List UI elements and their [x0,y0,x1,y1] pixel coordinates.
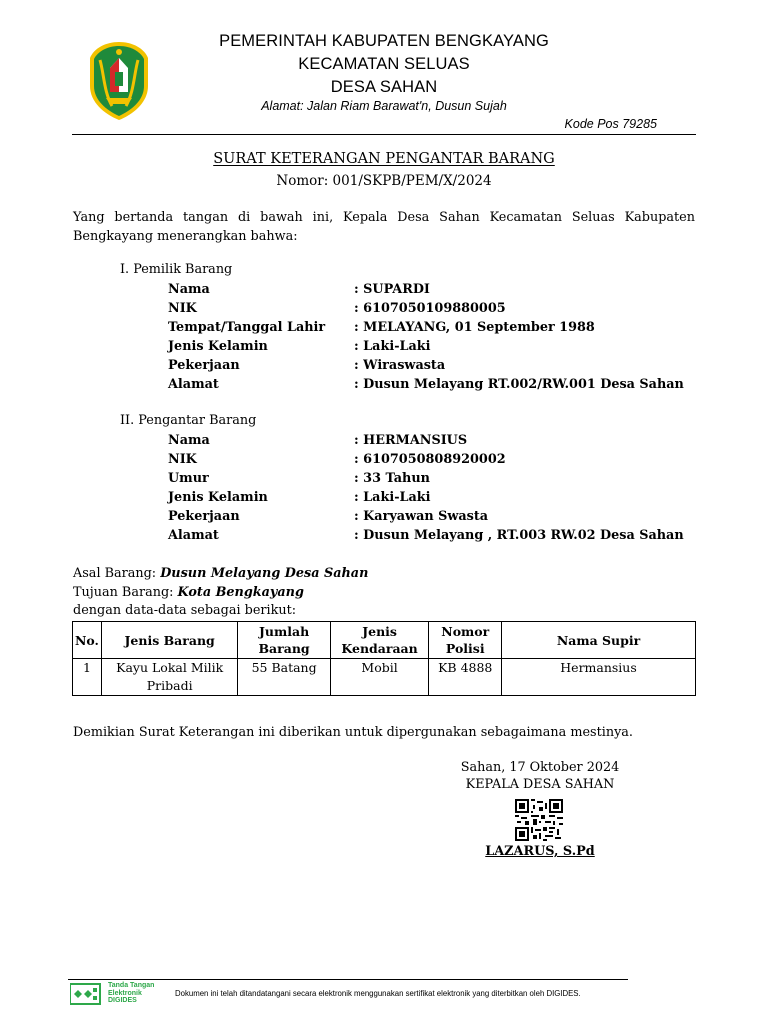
document-number: Nomor: 001/SKPB/PEM/X/2024 [276,173,492,189]
field-value: : Dusun Melayang RT.002/RW.001 Desa Sahan [354,377,684,392]
section-courier-heading: II. Pengantar Barang [120,413,257,428]
courier-row [168,431,467,450]
origin-line [73,566,368,581]
courier-row [168,488,431,507]
col-header: Jenis Barang [101,622,238,659]
letterhead-divider [72,134,696,135]
signature-place-date: Sahan, 17 Oktober 2024 [460,760,620,775]
origin-value: Dusun Melayang Desa Sahan [160,566,369,581]
courier-row [168,469,430,488]
field-label: Nama [168,433,210,448]
digides-brand [108,982,154,1005]
field-value: : Laki-Laki [354,339,431,354]
field-value: : Wiraswasta [354,358,446,373]
qr-code-icon [515,799,563,841]
field-label: Alamat [168,528,219,543]
data-intro: dengan data-data sebagai berikut: [73,603,297,618]
table-cell: Kayu Lokal Milik Pribadi [101,659,238,696]
document-title [0,151,768,167]
brand-line: Tanda Tangan [108,982,155,989]
courier-row [168,450,506,469]
owner-row [168,280,430,299]
owner-row [168,337,431,356]
table-cell: 1 [73,659,102,696]
kop-line-3: DESA SAHAN [330,78,438,96]
field-label: Umur [168,471,209,486]
closing-statement: Demikian Surat Keterangan ini diberikan untuk dipergunakan sebagaimana mestinya. [73,725,633,740]
field-value: : Dusun Melayang , RT.003 RW.02 Desa Sahan [354,528,684,543]
intro-paragraph: Yang bertanda tangan di bawah ini, Kepala Desa Sahan Kecamatan Seluas Kabupaten Bengkayang menerangkan bahwa: [73,210,695,244]
table-row [73,659,696,696]
table-cell: Hermansius [502,659,696,696]
field-label: Tempat/Tanggal Lahir [168,320,326,335]
field-value: : HERMANSIUS [354,433,468,448]
owner-row [168,356,445,375]
col-header: No. [73,622,102,659]
field-label: Alamat [168,377,219,392]
document-title-text: SURAT KETERANGAN PENGANTAR BARANG [213,151,555,167]
field-value: : Karyawan Swasta [354,509,489,524]
field-label: Jenis Kelamin [168,339,268,354]
postal-code: Kode Pos 79285 [564,117,657,131]
owner-row [168,375,684,394]
owner-row [168,318,595,337]
table-cell: Mobil [330,659,429,696]
field-label: Jenis Kelamin [168,490,268,505]
brand-line: DIGIDES [108,997,137,1004]
field-label: Pekerjaan [168,509,240,524]
destination-line [73,585,304,600]
table-cell: 55 Batang [238,659,330,696]
kop-address: Alamat: Jalan Riam Barawat'n, Dusun Sujah [261,99,507,113]
signatory-name [440,844,640,859]
digides-logo-icon [70,982,102,1006]
kop-line-2: KECAMATAN SELUAS [298,55,470,73]
field-value: : 6107050808920002 [354,452,506,467]
goods-table [72,621,696,696]
field-value: : SUPARDI [354,282,430,297]
field-label: Nama [168,282,210,297]
field-value: : MELAYANG, 01 September 1988 [354,320,595,335]
signature-position: KEPALA DESA SAHAN [465,777,615,792]
footer-divider [68,979,628,980]
origin-label: Asal Barang: [73,566,157,581]
field-label: NIK [168,301,197,316]
field-label: Pekerjaan [168,358,240,373]
owner-row [168,299,506,318]
field-value: : 6107050109880005 [354,301,506,316]
col-header: Jumlah Barang [238,622,330,659]
courier-row [168,526,684,545]
table-cell: KB 4888 [429,659,502,696]
col-header: Nomor Polisi [429,622,502,659]
destination-value: Kota Bengkayang [177,585,304,600]
brand-line: Elektronik [108,989,142,997]
destination-label: Tujuan Barang: [73,585,174,600]
section-owner-heading: I. Pemilik Barang [120,262,233,277]
field-value: : Laki-Laki [354,490,431,505]
footer-disclaimer: Dokumen ini telah ditandatangani secara elektronik menggunakan sertifikat elektronik yang diterbitkan oleh DIGIDES. [175,989,581,998]
field-value: : 33 Tahun [354,471,430,486]
col-header: Nama Supir [502,622,696,659]
signatory-name-text: LAZARUS, S.Pd [485,844,595,859]
field-label: NIK [168,452,197,467]
table-header-row [73,622,696,659]
courier-row [168,507,488,526]
col-header: Jenis Kendaraan [330,622,429,659]
kop-line-1: PEMERINTAH KABUPATEN BENGKAYANG [219,32,549,50]
